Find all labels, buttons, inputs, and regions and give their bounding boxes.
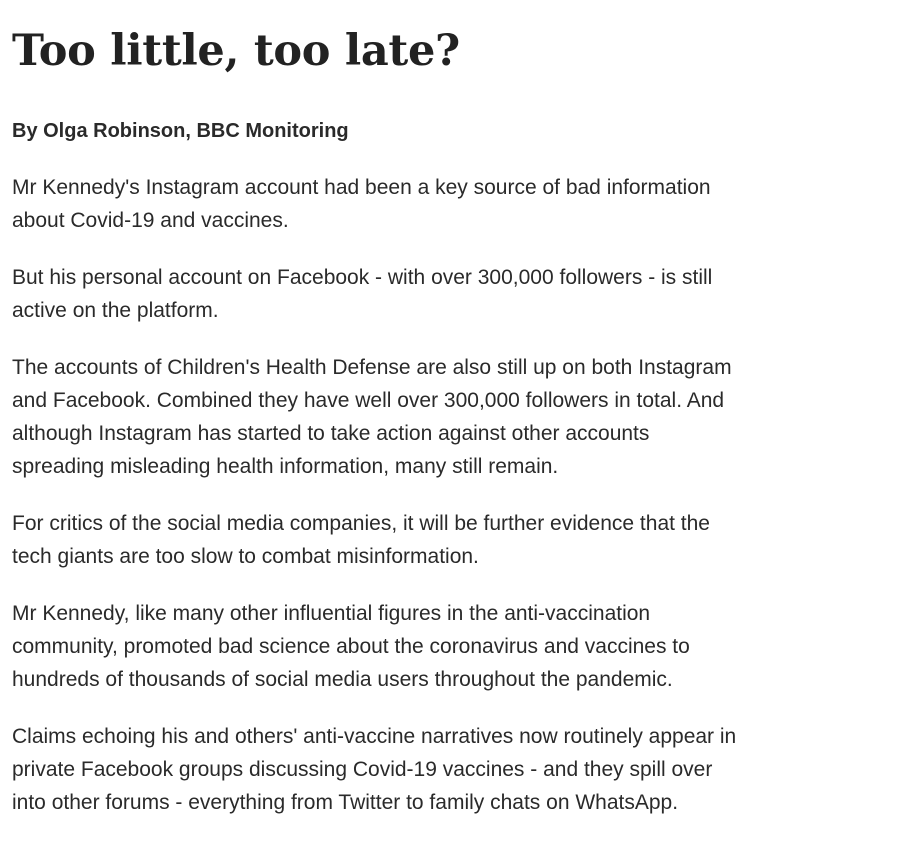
paragraph-line: tech giants are too slow to combat misinformation. [12,545,479,568]
paragraph-6 [12,720,887,819]
paragraph-1 [12,171,887,237]
paragraph-2 [12,261,887,327]
paragraph-line: But his personal account on Facebook - with over 300,000 followers - is still [12,266,713,289]
paragraph-line: hundreds of thousands of social media users throughout the pandemic. [12,668,673,691]
article-headline: Too little, too late? [12,26,460,76]
paragraph-line: into other forums - everything from Twitter to family chats on WhatsApp. [12,791,679,814]
paragraph-line: active on the platform. [12,299,219,322]
paragraph-line: about Covid-19 and vaccines. [12,209,289,232]
paragraph-line: and Facebook. Combined they have well over 300,000 followers in total. And [12,389,725,412]
paragraph-line: Mr Kennedy, like many other influential figures in the anti-vaccination [12,602,651,625]
paragraph-line: community, promoted bad science about the coronavirus and vaccines to [12,635,690,658]
paragraph-3 [12,351,887,483]
article-byline: By Olga Robinson, BBC Monitoring [12,120,349,142]
article-body [12,0,887,819]
paragraph-line: The accounts of Children's Health Defense are also still up on both Instagram [12,356,732,379]
paragraph-line: Claims echoing his and others' anti-vaccine narratives now routinely appear in [12,725,737,748]
paragraph-line: private Facebook groups discussing Covid-19 vaccines - and they spill over [12,758,713,781]
paragraph-line: For critics of the social media companies, it will be further evidence that the [12,512,710,535]
paragraph-line: although Instagram has started to take action against other accounts [12,422,650,445]
paragraph-line: Mr Kennedy's Instagram account had been a key source of bad information [12,176,711,199]
paragraph-4 [12,507,887,573]
paragraph-5 [12,597,887,696]
paragraph-line: spreading misleading health information, many still remain. [12,455,559,478]
